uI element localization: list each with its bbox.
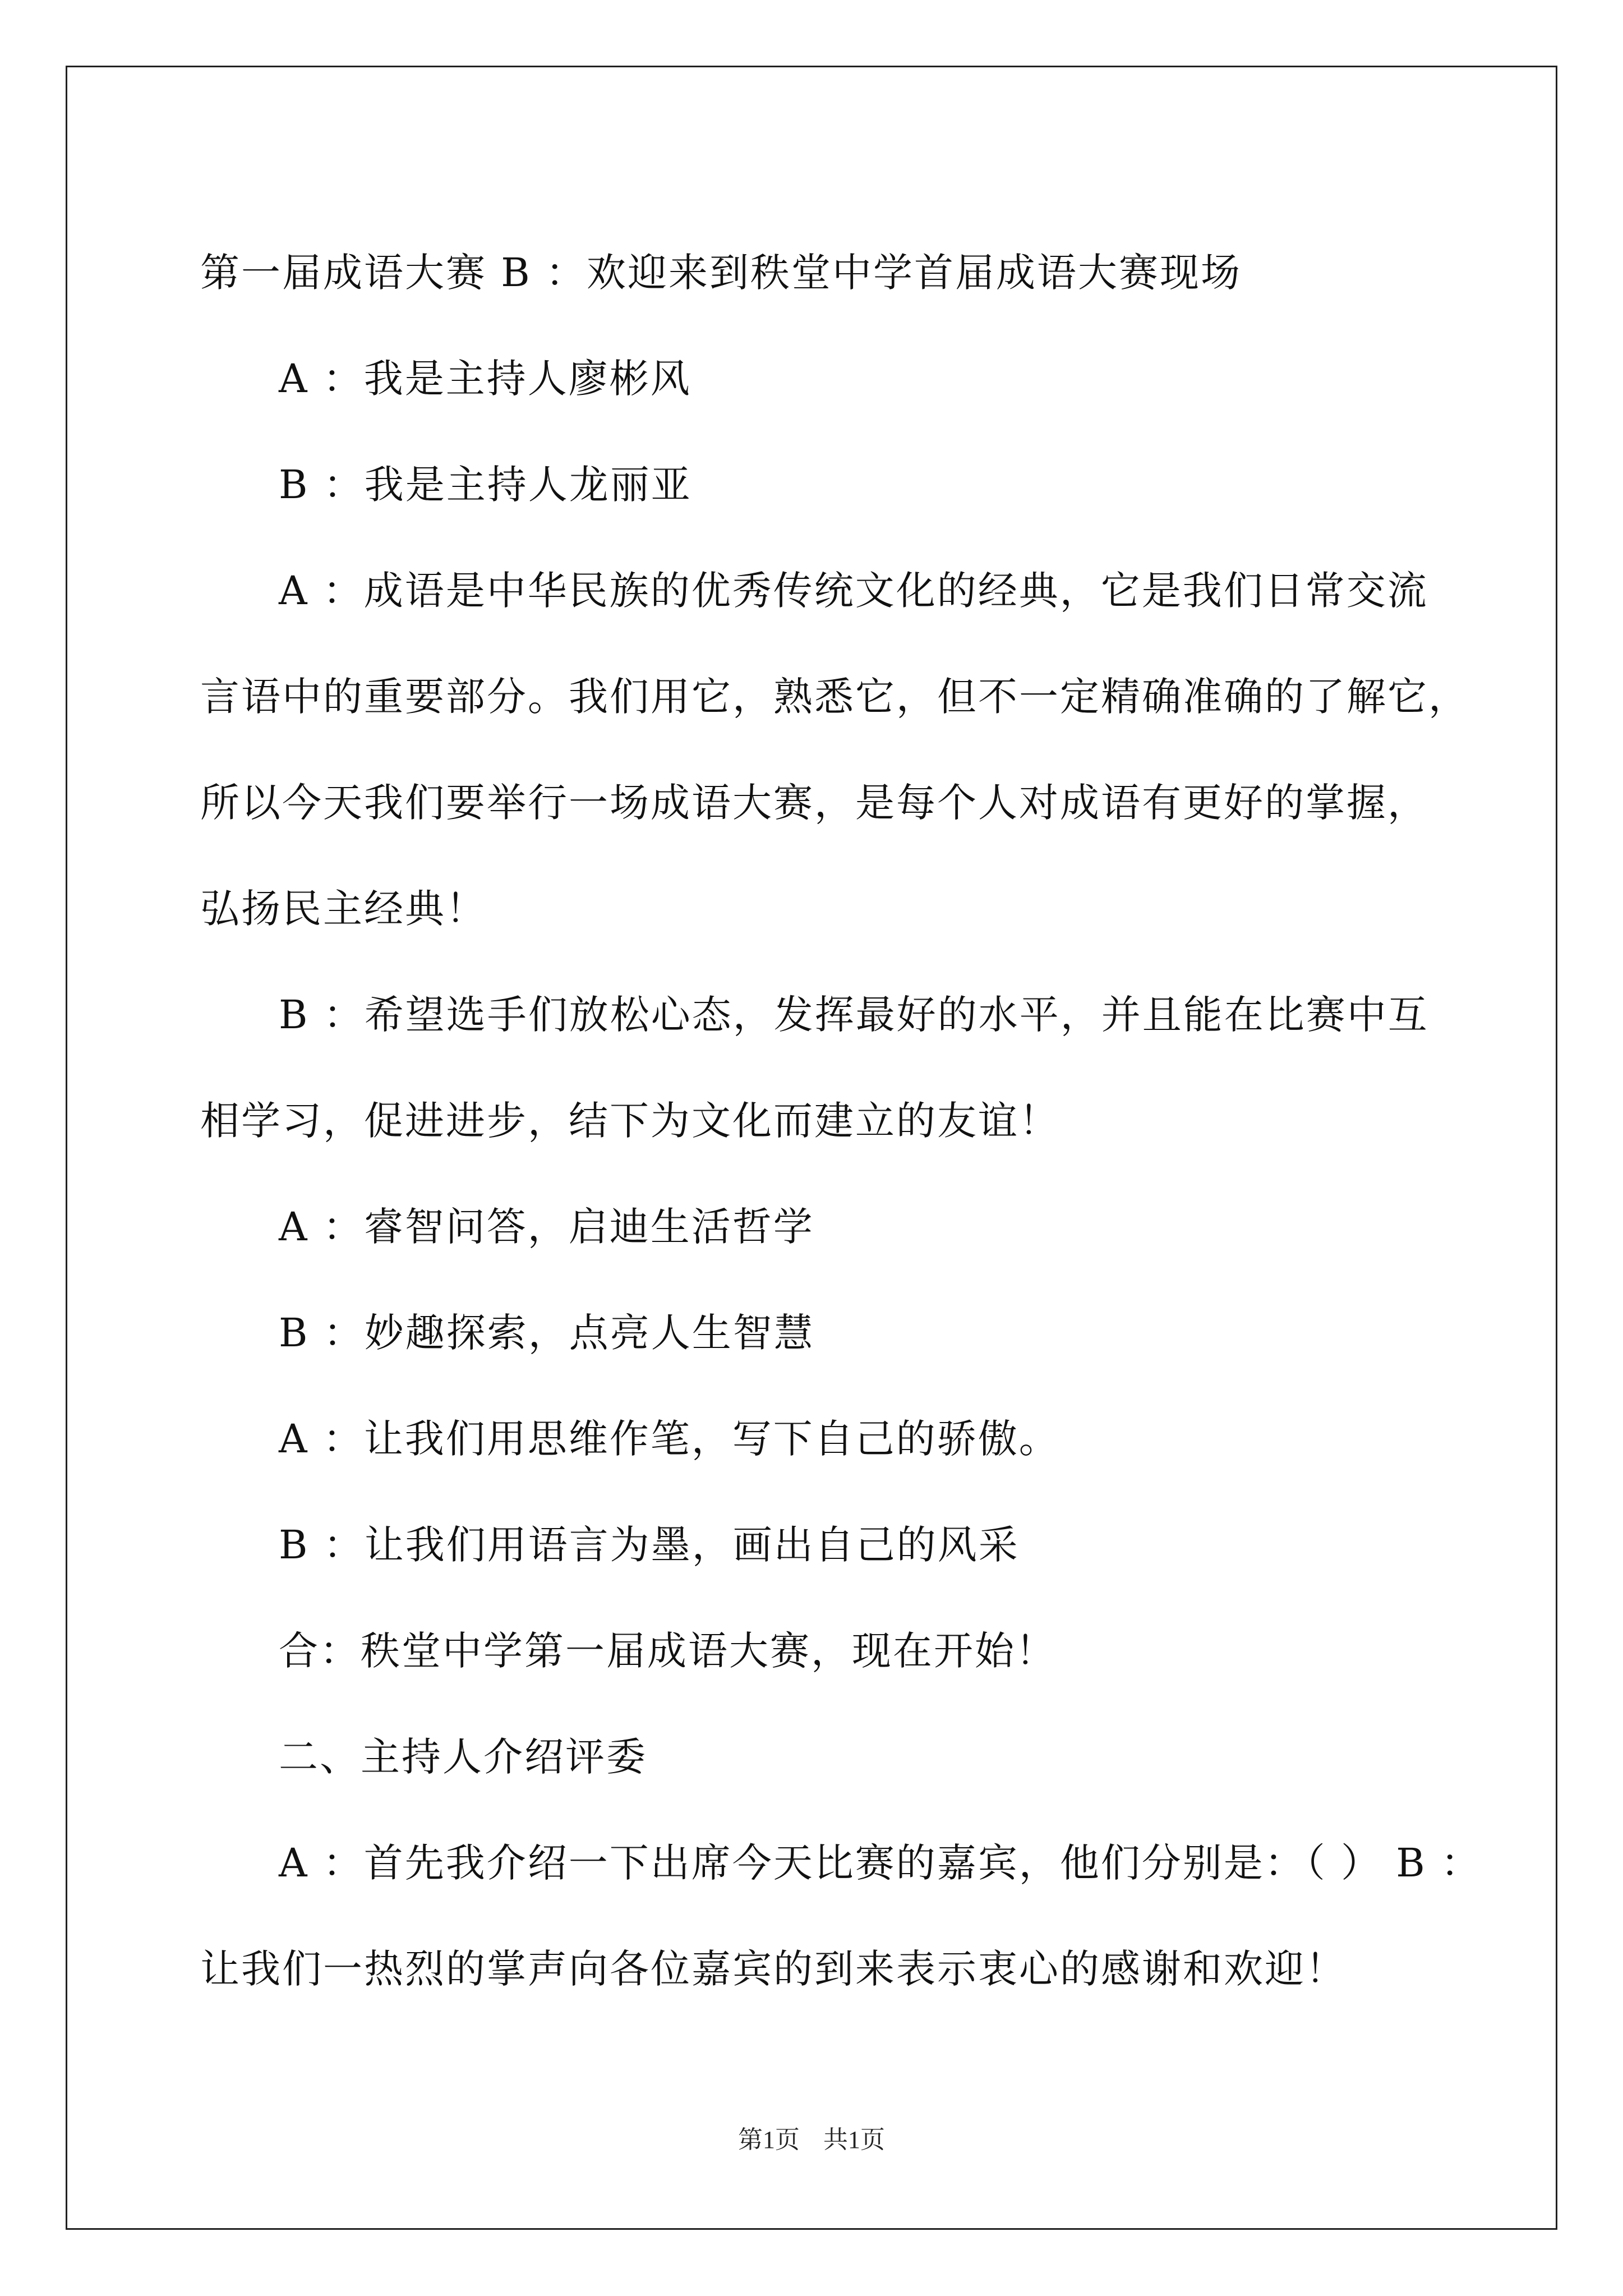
paragraph-line: A ：首先我介绍一下出席今天比赛的嘉宾，他们分别是：（ ） B ：: [279, 1840, 1482, 1886]
paragraph-line: A ：我是主持人廖彬风: [279, 356, 691, 402]
paragraph-line: A ：让我们用思维作笔，写下自己的骄傲。: [279, 1416, 1060, 1462]
paragraph-line: 第一届成语大赛 B ：欢迎来到秩堂中学首届成语大赛现场: [200, 250, 1242, 296]
paragraph-line: 二、主持人介绍评委: [279, 1734, 647, 1780]
paragraph-line: 弘扬民主经典！: [200, 886, 487, 932]
paragraph-line: 言语中的重要部分。我们用它，熟悉它，但不一定精确准确的了解它，: [200, 674, 1469, 720]
paragraph-line: B ：我是主持人龙丽亚: [279, 462, 692, 508]
page-footer: [0, 2123, 1623, 2157]
paragraph-line: 相学习，促进进步，结下为文化而建立的友谊！: [200, 1098, 1060, 1144]
paragraph-line: 合：秩堂中学第一届成语大赛，现在开始！: [279, 1628, 1057, 1674]
page-total: 共1页: [823, 2126, 885, 2154]
paragraph-line: B ：希望选手们放松心态，发挥最好的水平，并且能在比赛中互: [279, 992, 1429, 1038]
paragraph-line: A ：睿智问答，启迪生活哲学: [279, 1204, 814, 1250]
document-body: [200, 220, 1482, 2022]
paragraph-line: 所以今天我们要举行一场成语大赛，是每个人对成语有更好的掌握，: [200, 780, 1428, 826]
paragraph-line: B ：妙趣探索，点亮人生智慧: [279, 1310, 815, 1356]
paragraph-line: A ：成语是中华民族的优秀传统文化的经典，它是我们日常交流: [279, 568, 1428, 614]
page-number: 第1页: [738, 2126, 800, 2154]
paragraph-line: 让我们一热烈的掌声向各位嘉宾的到来表示衷心的感谢和欢迎！: [200, 1946, 1347, 1992]
paragraph-line: B ：让我们用语言为墨，画出自己的风采: [279, 1522, 1020, 1568]
